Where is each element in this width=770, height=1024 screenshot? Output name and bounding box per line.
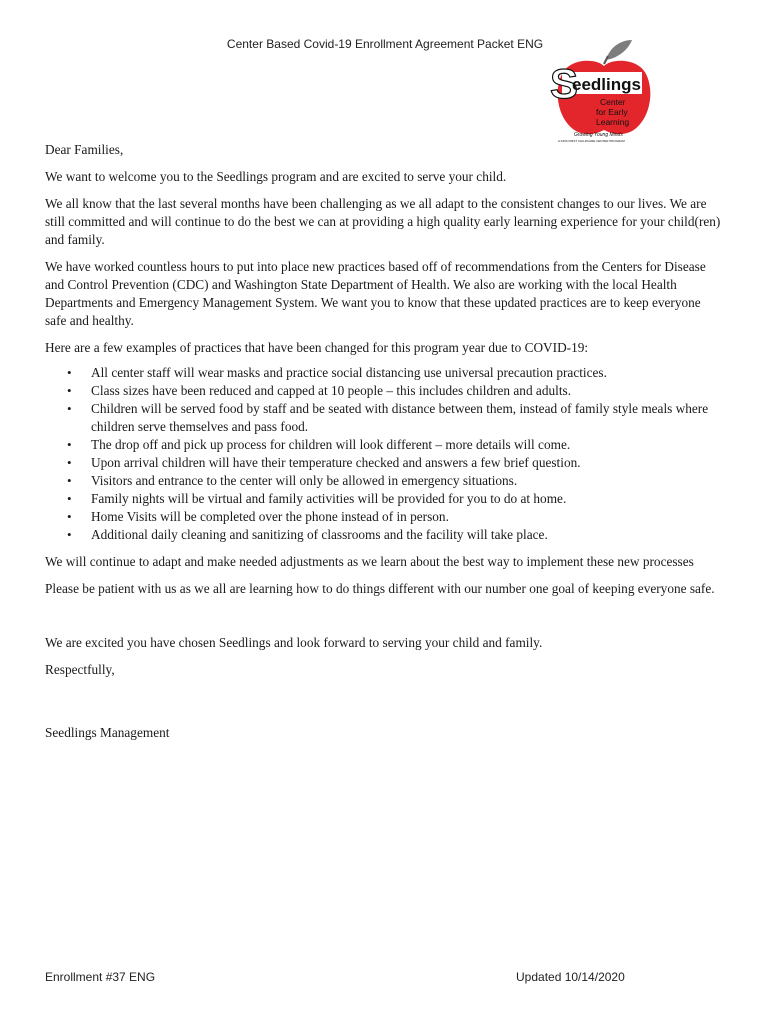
- list-item: • Visitors and entrance to the center will only be allowed in emergency situations.: [91, 472, 725, 490]
- logo-tagline: Growing Young Minds: [574, 132, 623, 138]
- logo-line2: for Early: [596, 107, 628, 117]
- paragraph-excited: We are excited you have chosen Seedlings and look forward to serving your child and family.: [45, 635, 543, 650]
- header-title: Center Based Covid-19 Enrollment Agreement Packet ENG: [226, 37, 544, 51]
- list-item: • Class sizes have been reduced and capped at 10 people – this includes children and adults.: [91, 382, 725, 400]
- greeting: Dear Families,: [45, 142, 124, 157]
- closing: Respectfully,: [45, 662, 115, 677]
- list-item: • Children will be served food by staff and be seated with distance between them, instead of family style meals where children serve themselves and pass food.: [91, 400, 725, 436]
- paragraph-practices-intro: Here are a few examples of practices that have been changed for this program year due to COVID-19:: [45, 340, 589, 355]
- spacer: [45, 607, 725, 634]
- seedlings-logo: [548, 38, 656, 144]
- spacer: [45, 688, 725, 724]
- paragraph-practices-basis: We have worked countless hours to put into place new practices based off of recommendations from the Centers for Disease and Control Prevention (CDC) and Washington State Department of Health. We also are working with the local Health Departments and Emergency Management System. We want you to know that these updated practices are to keep everyone safe and healthy.: [45, 259, 706, 328]
- list-item: • Upon arrival children will have their temperature checked and answers a few brief question.: [91, 454, 725, 472]
- logo-initial: S: [550, 60, 579, 107]
- paragraph-welcome: We want to welcome you to the Seedlings program and are excited to serve your child.: [45, 169, 507, 184]
- letter-body: [45, 141, 725, 751]
- list-item: • Additional daily cleaning and sanitizing of classrooms and the facility will take place.: [91, 526, 725, 544]
- list-item: • Home Visits will be completed over the phone instead of in person.: [91, 508, 725, 526]
- logo-line3: Learning: [596, 117, 630, 127]
- leaf-icon: [606, 40, 632, 60]
- footer-updated-date: Updated 10/14/2020: [516, 970, 625, 984]
- signature: Seedlings Management: [45, 725, 170, 740]
- footer-form-id: Enrollment #37 ENG: [45, 970, 156, 984]
- paragraph-challenges: We all know that the last several months have been challenging as we all adapt to the consistent changes to our lives. We are still committed and will continue to do the best we can at providing a high quality early learning experience for your child(ren) and family.: [45, 196, 721, 247]
- list-item: • The drop off and pick up process for children will look different – more details will come.: [91, 436, 725, 454]
- list-item: • All center staff will wear masks and practice social distancing use universal precaution practices.: [91, 364, 725, 382]
- paragraph-patience: Please be patient with us as we all are learning how to do things different with our number one goal of keeping everyone safe.: [45, 581, 715, 596]
- logo-line1: Center: [600, 97, 626, 107]
- practices-list: [45, 364, 725, 544]
- logo-subtag: A KIDS FIRST CHILDCARE CENTER PROGRAM: [558, 139, 625, 143]
- paragraph-adapt: We will continue to adapt and make needed adjustments as we learn about the best way to implement these new processes: [45, 554, 694, 569]
- list-item: • Family nights will be virtual and family activities will be provided for you to do at home.: [91, 490, 725, 508]
- logo-name: eedlings: [572, 75, 641, 94]
